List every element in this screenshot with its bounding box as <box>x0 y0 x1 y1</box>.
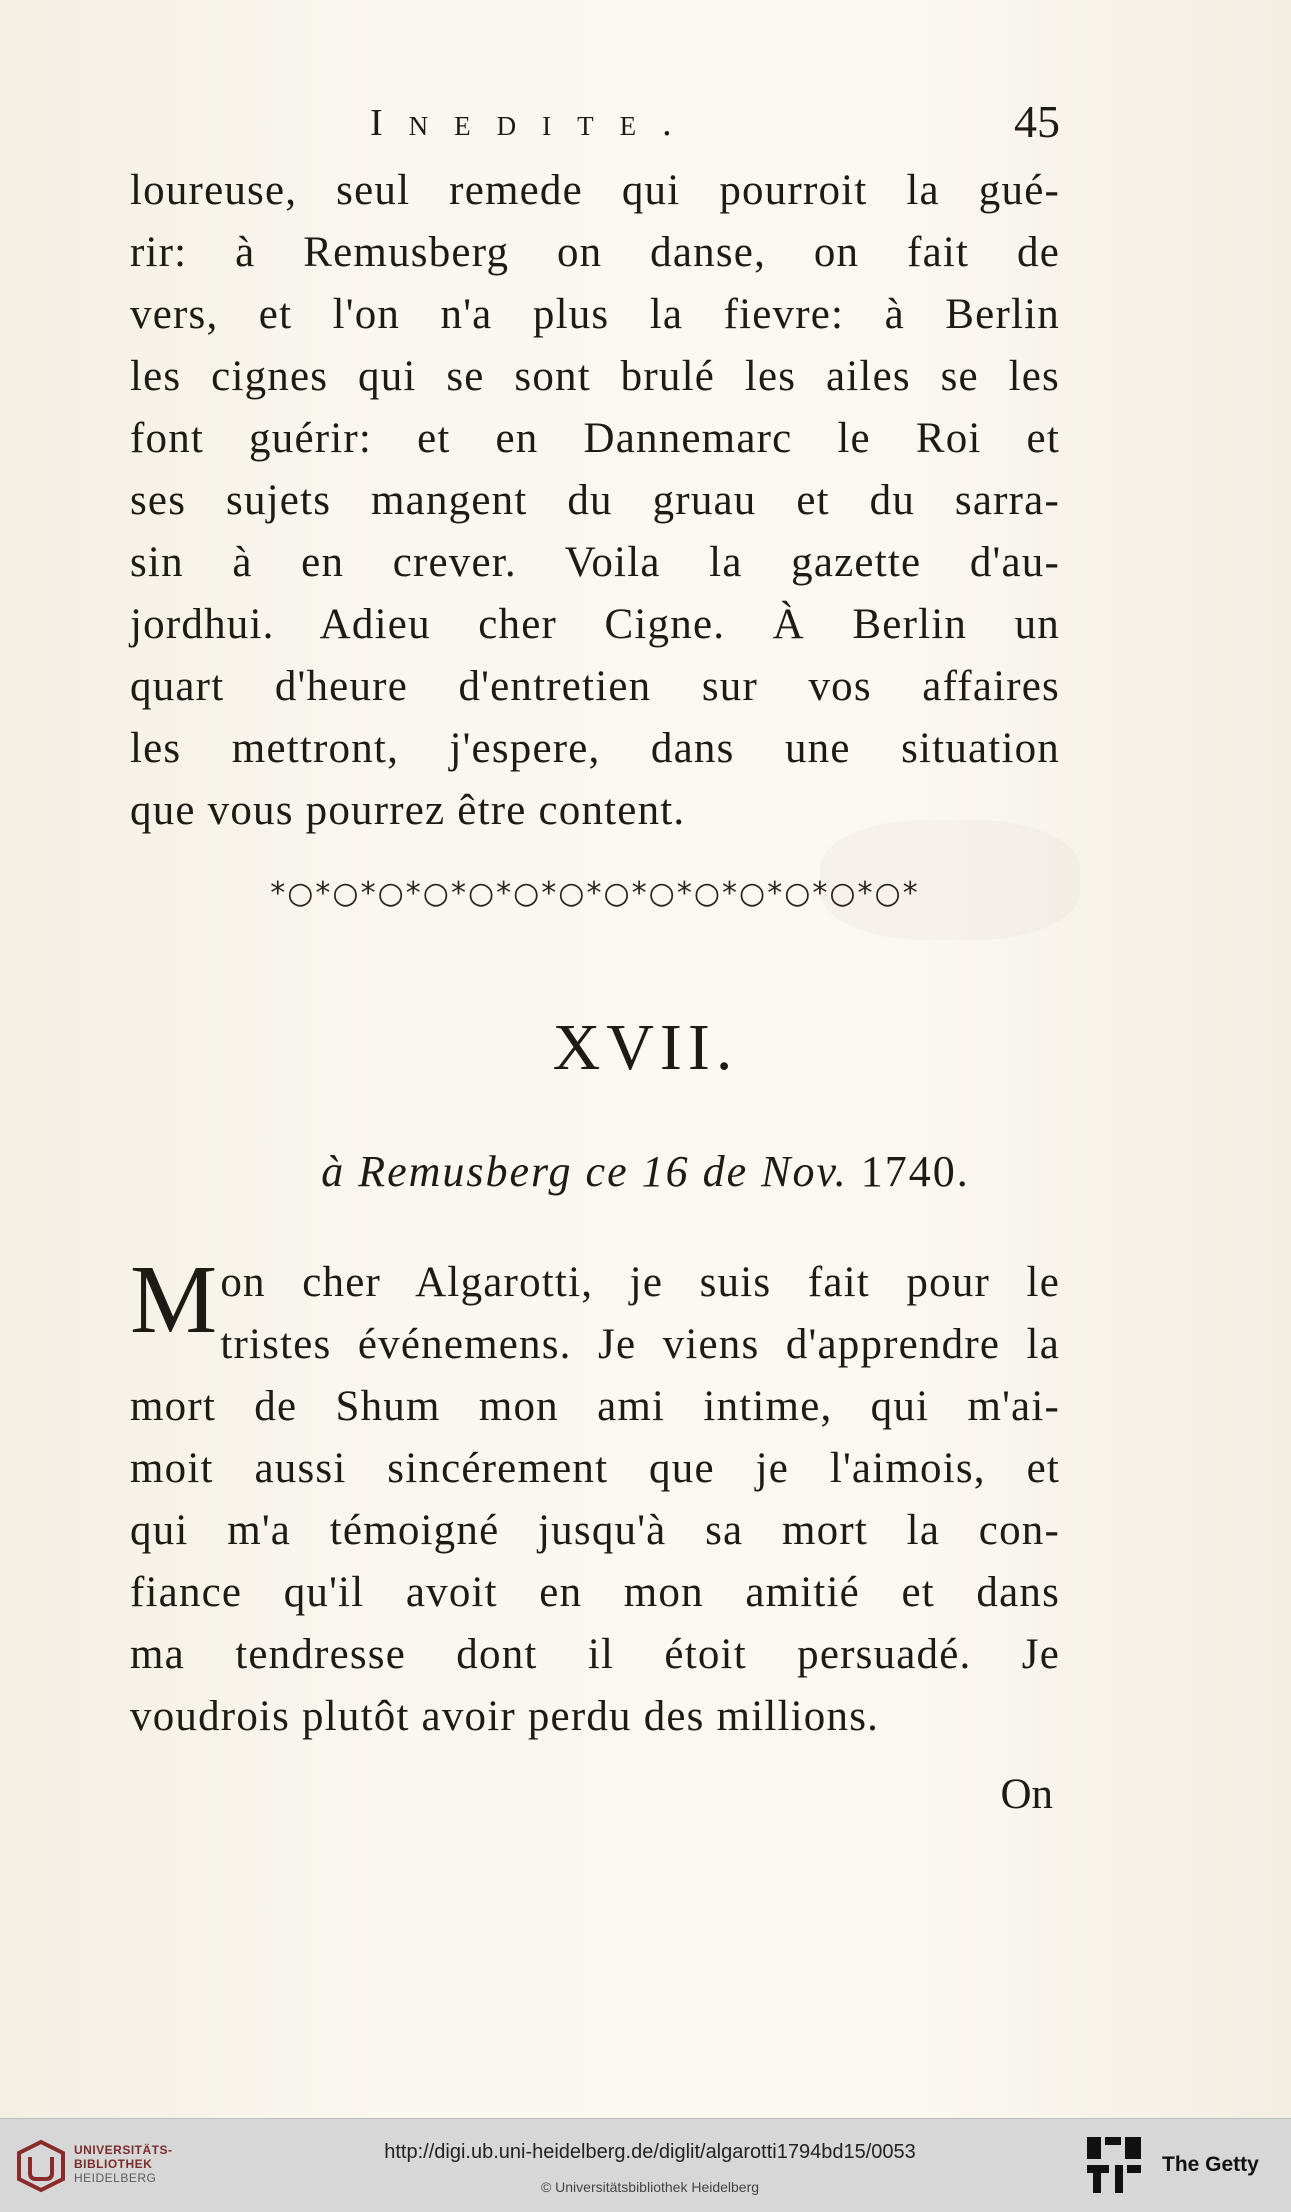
dateline-middle: ce 16 de <box>585 1147 749 1196</box>
letter-number-heading: XVII. <box>552 1011 739 1084</box>
text-line: sin à en crever. Voila la gazette d'au- <box>130 539 1060 586</box>
partner-name: The Getty <box>1162 2153 1259 2176</box>
dateline-month: Nov. <box>761 1147 848 1196</box>
ornamental-divider: *○*○*○*○*○*○*○*○*○*○*○*○*○*○* <box>270 876 920 911</box>
dateline <box>0 1146 1291 1197</box>
text-line: fiance qu'il avoit en mon amitié et dans <box>130 1569 1060 1616</box>
text-line: font guérir: et en Dannemarc le Roi et <box>130 415 1060 462</box>
library-name <box>74 2143 173 2185</box>
catchword: On <box>1000 1771 1053 1818</box>
dateline-place: Remusberg <box>358 1147 573 1196</box>
text-line: vers, et l'on n'a plus la fievre: à Berlin <box>130 291 1060 338</box>
text-line: les mettront, j'espere, dans une situation <box>130 725 1060 772</box>
text-line: que vous pourrez être content. <box>130 787 686 834</box>
dateline-prefix: à <box>321 1147 346 1196</box>
running-title: Inedite. <box>370 102 698 144</box>
text-line: qui m'a témoigné jusqu'à sa mort la con- <box>130 1507 1060 1554</box>
library-name-line: UNIVERSITÄTS- <box>74 2143 173 2157</box>
text-line: tristes événemens. Je viens d'apprendre la <box>220 1321 1060 1368</box>
viewer-footer <box>0 2118 1291 2212</box>
copyright-notice: © Universitätsbibliothek Heidelberg <box>540 2179 760 2195</box>
dateline-year: 1740. <box>860 1147 970 1196</box>
text-line: voudrois plutôt avoir perdu des millions. <box>130 1693 880 1740</box>
text-line: jordhui. Adieu cher Cigne. À Berlin un <box>130 601 1060 648</box>
library-name-line: BIBLIOTHEK <box>74 2157 153 2171</box>
text-line: les cignes qui se sont brulé les ailes se les <box>130 353 1060 400</box>
first-line-text: on cher Algarotti, je suis fait pour le <box>220 1259 1060 1306</box>
text-line: moit aussi sincérement que je l'aimois, et <box>130 1445 1060 1492</box>
previous-letter-ending <box>130 160 1060 842</box>
text-line: ma tendresse dont il étoit persuadé. Je <box>130 1631 1060 1678</box>
page-number: 45 <box>1014 96 1060 147</box>
text-line: loureuse, seul remede qui pourroit la gué- <box>130 167 1060 214</box>
drop-cap: M <box>130 1246 219 1354</box>
university-library-logo-icon[interactable] <box>14 2139 68 2193</box>
text-line: rir: à Remusberg on danse, on fait de <box>130 229 1060 276</box>
library-city: HEIDELBERG <box>74 2171 157 2185</box>
text-line: quart d'heure d'entretien sur vos affaires <box>130 663 1060 710</box>
text-line: ses sujets mangent du gruau et du sarra- <box>130 477 1060 524</box>
getty-logo-icon[interactable] <box>1085 2135 1143 2195</box>
text-line: mort de Shum mon ami intime, qui m'ai- <box>130 1383 1060 1430</box>
permalink-url[interactable]: http://digi.ub.uni-heidelberg.de/diglit/algarotti1794bd15/0053 <box>384 2141 916 2163</box>
running-head <box>130 95 1060 155</box>
letter-body <box>130 1246 1060 1748</box>
